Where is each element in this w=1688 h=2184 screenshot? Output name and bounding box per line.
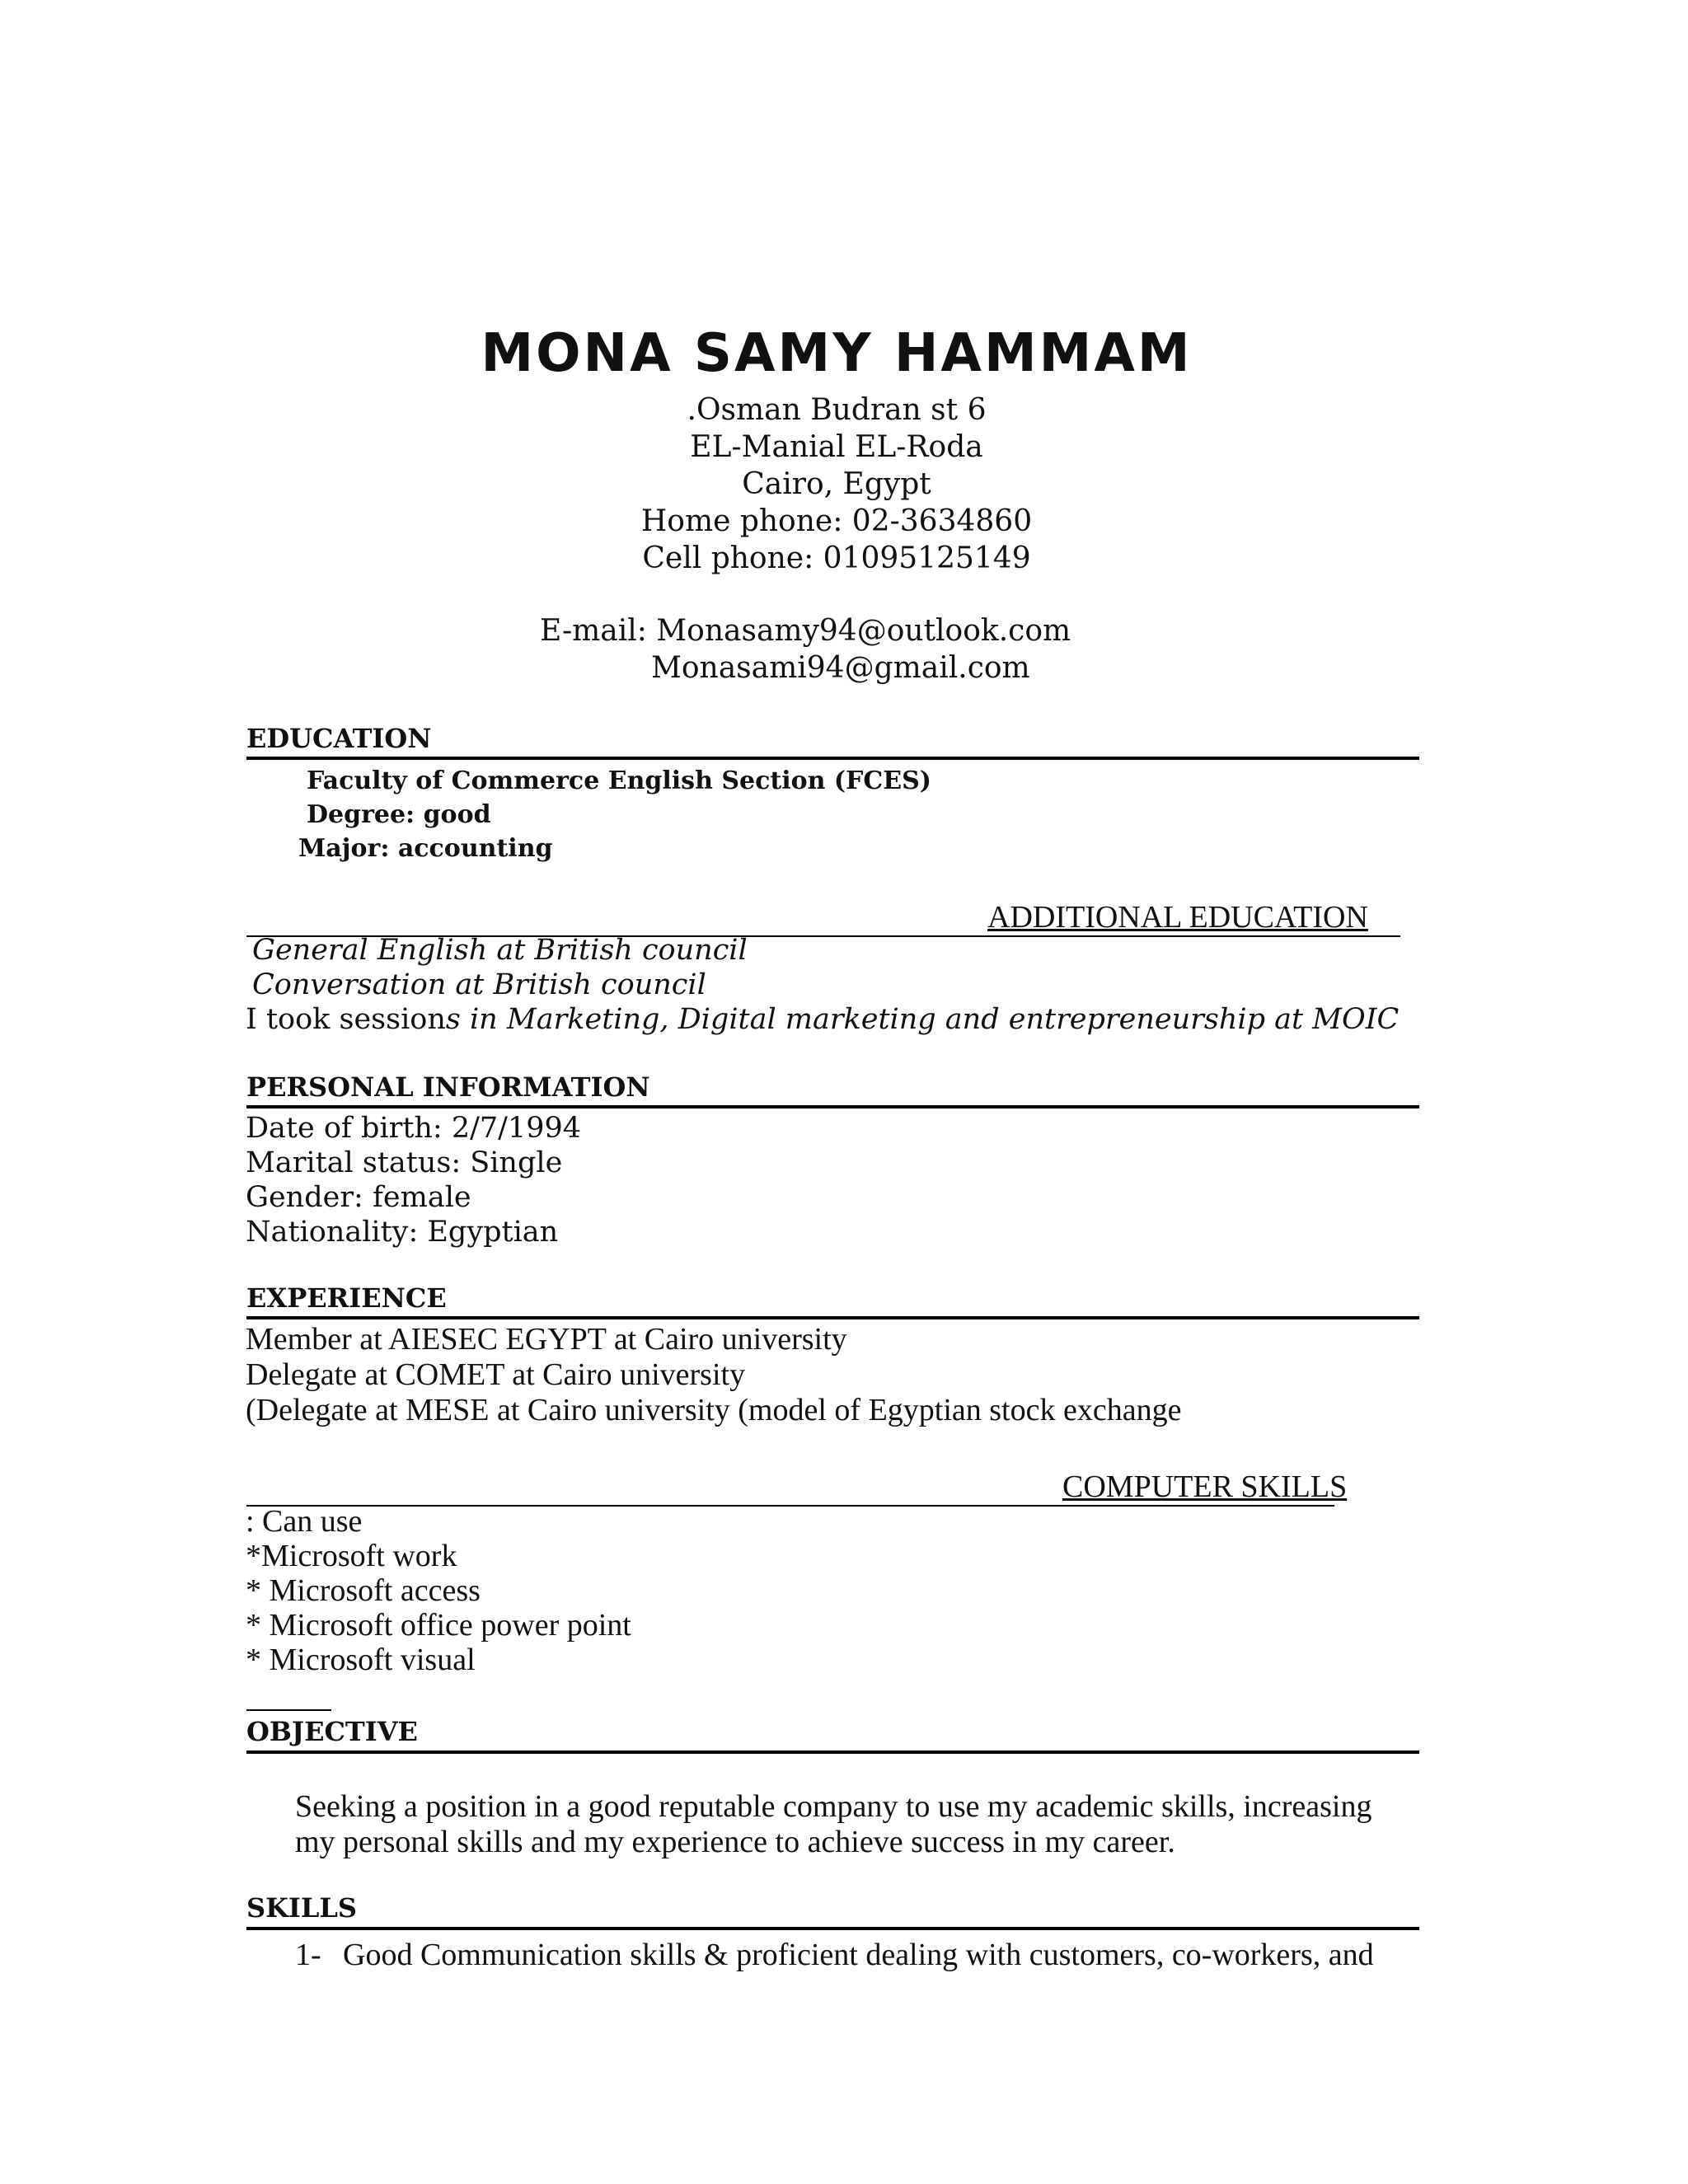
home-phone: Home phone: 02-3634860: [640, 504, 1033, 538]
additional-education-line: General English at British council: [252, 934, 748, 967]
marital-status: Marital status: Single: [246, 1146, 563, 1179]
objective-text: Seeking a position in a good reputable company to use my academic skills, increasing: [295, 1789, 1372, 1824]
computer-skills-rule: [246, 1505, 1334, 1507]
skills-item-text: Good Communication skills & proficient dealing with customers, co-workers, and: [343, 1938, 1374, 1972]
objective-rule: [246, 1750, 1419, 1754]
additional-education-heading: ADDITIONAL EDUCATION: [987, 900, 1368, 935]
email-secondary: Monasami94@gmail.com: [651, 651, 1030, 685]
experience-rule: [246, 1316, 1419, 1319]
resume-name: MONA SAMY HAMMAM: [481, 323, 1193, 384]
education-degree: Degree: good: [307, 800, 491, 829]
experience-heading: EXPERIENCE: [246, 1282, 447, 1314]
cell-phone: Cell phone: 01095125149: [642, 541, 1031, 575]
experience-item: Delegate at COMET at Cairo university: [246, 1357, 746, 1392]
session-plain-text: I took session: [246, 1003, 446, 1036]
additional-education-line: [246, 1003, 1399, 1036]
address-line: .Osman Budran st 6: [687, 393, 987, 427]
address-line: EL-Manial EL-Roda: [690, 430, 983, 464]
skills-heading: SKILLS: [246, 1892, 357, 1924]
experience-item: (Delegate at MESE at Cairo university (model of Egyptian stock exchange: [246, 1393, 1182, 1427]
computer-skill-item: *Microsoft work: [246, 1539, 457, 1573]
skills-rule: [246, 1927, 1419, 1930]
objective-text: my personal skills and my experience to achieve success in my career.: [295, 1825, 1175, 1859]
personal-information-rule: [246, 1105, 1419, 1108]
address-line: Cairo, Egypt: [742, 467, 931, 501]
education-major: Major: accounting: [298, 834, 553, 863]
personal-information-heading: PERSONAL INFORMATION: [246, 1071, 650, 1103]
additional-education-line: Conversation at British council: [252, 968, 706, 1001]
computer-skill-item: * Microsoft visual: [246, 1643, 476, 1677]
education-school: Faculty of Commerce English Section (FCES): [307, 766, 931, 795]
email-primary: E-mail: Monasamy94@outlook.com: [540, 614, 1071, 648]
computer-skill-item: * Microsoft access: [246, 1573, 481, 1608]
short-divider: [246, 1709, 331, 1711]
education-rule: [246, 757, 1419, 760]
skills-item-number: 1-: [295, 1938, 321, 1972]
experience-item: Member at AIESEC EGYPT at Cairo university: [246, 1322, 847, 1357]
session-italic-text: s in Marketing, Digital marketing and entrepreneurship at MOIC: [445, 1003, 1400, 1036]
computer-skills-heading: COMPUTER SKILLS: [1062, 1469, 1348, 1504]
computer-skill-item: * Microsoft office power point: [246, 1608, 631, 1643]
date-of-birth: Date of birth: 2/7/1994: [246, 1112, 582, 1145]
computer-skill-item: : Can use: [246, 1504, 363, 1539]
education-heading: EDUCATION: [246, 723, 432, 754]
objective-heading: OBJECTIVE: [246, 1716, 418, 1747]
gender: Gender: female: [246, 1181, 471, 1214]
nationality: Nationality: Egyptian: [246, 1216, 559, 1249]
